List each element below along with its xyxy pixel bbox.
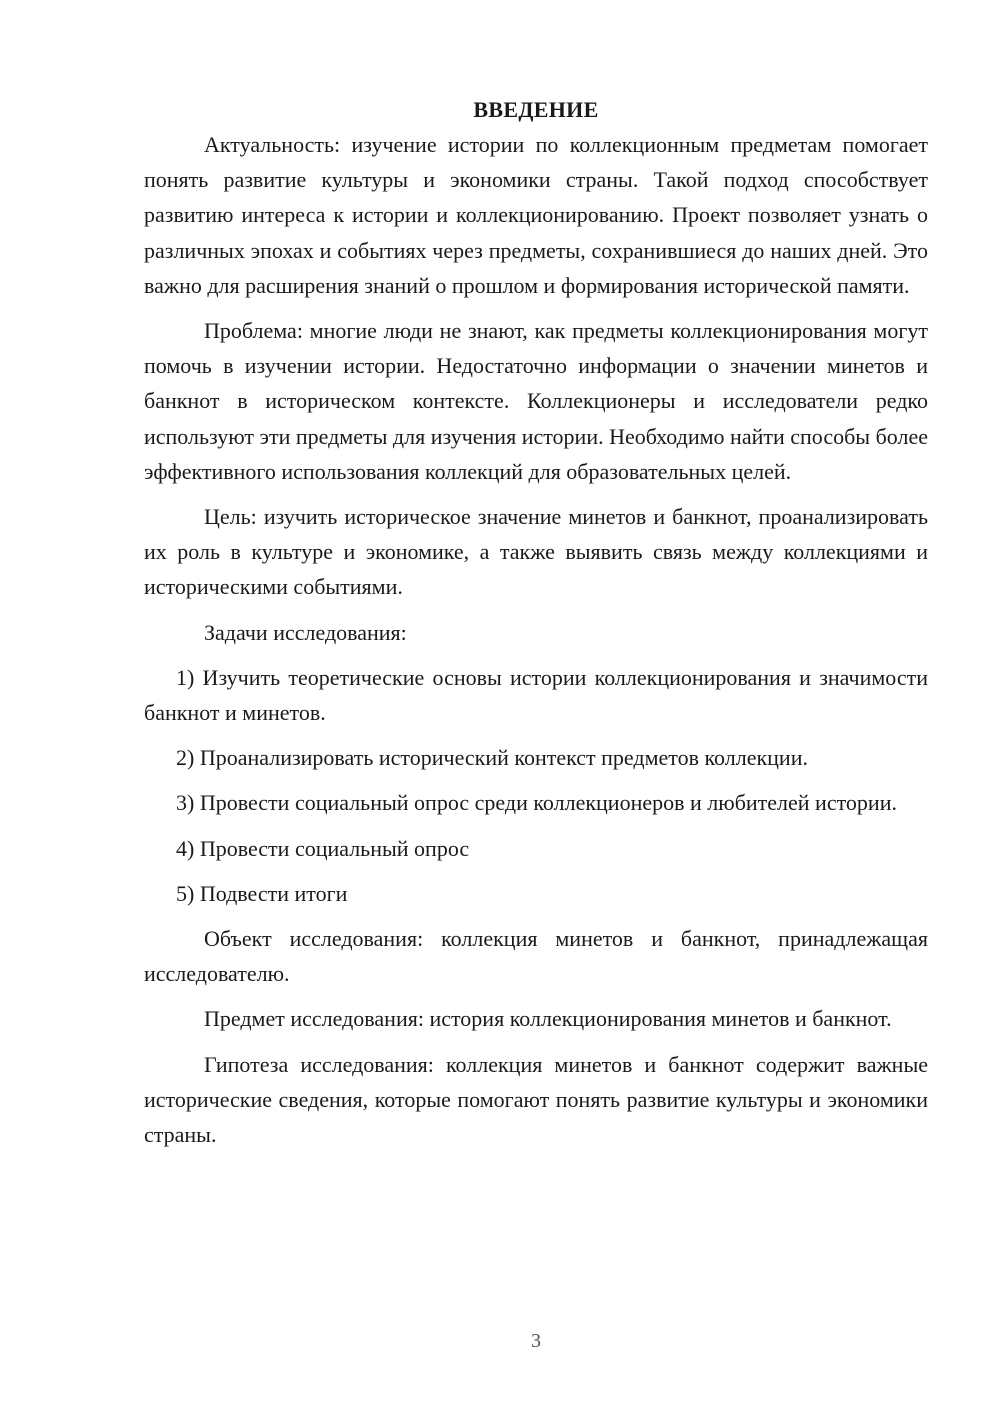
tasks-heading: Задачи исследования: [204, 619, 407, 645]
task-item-3: 3) Провести социальный опрос среди коллекционеров и любителей истории. [176, 790, 897, 816]
subject-paragraph: Предмет исследования: история коллекционирования минетов и банкнот. [204, 1006, 892, 1032]
task-item-1: 1) Изучить теоретические основы истории коллекционирования и значимости банкнот и минетов. [144, 664, 928, 726]
task-item-4: 4) Провести социальный опрос [176, 835, 470, 861]
page-number: 3 [531, 1330, 541, 1352]
task-item-2: 2) Проанализировать исторический контекст предметов коллекции. [176, 745, 808, 771]
task-item-5: 5) Подвести итоги [176, 880, 348, 906]
goal-paragraph: Цель: изучить историческое значение минетов и банкнот, проанализировать их роль в культуре и экономике, а также выявить связь между коллекциями и историческими событиями. [144, 504, 928, 600]
hypothesis-paragraph: Гипотеза исследования: коллекция минетов и банкнот содержит важные исторические сведения, которые помогают понять развитие культуры и экономики страны. [144, 1051, 928, 1148]
object-paragraph: Объект исследования: коллекция минетов и банкнот, принадлежащая исследователю. [144, 926, 928, 987]
page-title: ВВЕДЕНИЕ [473, 97, 599, 122]
relevance-paragraph: Актуальность: изучение истории по коллекционным предметам помогает понять развитие культуры и экономики страны. Такой подход способствует развитию интереса к истории и коллекционированию. Проект позволяет узнать о различных эпохах и событиях через предметы, сохранившиеся до наших дней. Это важно для расширения знаний о прошлом и формирования исторической памяти. [144, 132, 928, 298]
document-page [144, 92, 928, 1162]
problem-paragraph: Проблема: многие люди не знают, как предметы коллекционирования могут помочь в изучении истории. Недостаточно информации о значении минетов и банкнот в историческом контексте. Коллекционеры и исследователи редко используют эти предметы для изучения истории. Необходимо найти способы более эффективного использования коллекций для образовательных целей. [144, 318, 928, 484]
